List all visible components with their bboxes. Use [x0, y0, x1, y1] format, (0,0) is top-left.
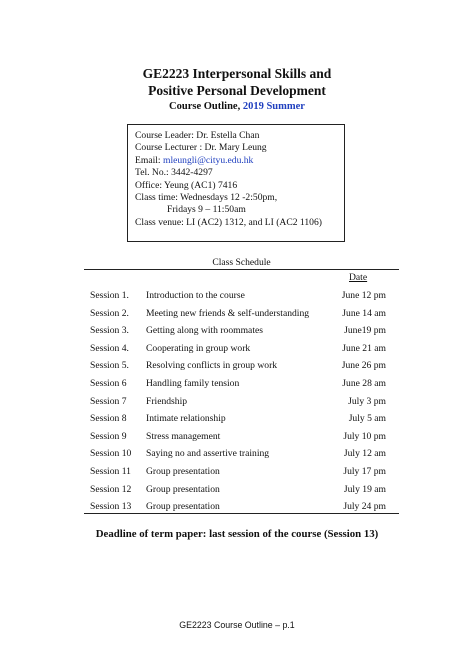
- course-title-line-2: Positive Personal Development: [148, 83, 326, 98]
- topic-cell: Introduction to the course: [146, 290, 245, 301]
- topic-cell: Meeting new friends & self-understanding: [146, 307, 310, 319]
- telephone: Tel. No.: 3442-4297: [135, 167, 213, 179]
- course-subtitle: [0, 101, 474, 112]
- session-cell: Session 5.: [90, 360, 129, 372]
- table-row: [0, 396, 474, 414]
- session-cell: Session 6: [90, 377, 127, 389]
- date-cell: July 17 pm: [343, 465, 386, 477]
- course-title-line-1: GE2223 Interpersonal Skills and: [142, 66, 332, 81]
- course-lecturer: Course Lecturer : Dr. Mary Leung: [135, 142, 267, 154]
- topic-cell: Resolving conflicts in group work: [146, 360, 278, 372]
- date-cell: July 5 am: [348, 413, 386, 425]
- deadline-note: Deadline of term paper: last session of the course (Session 13): [95, 528, 379, 540]
- date-cell: July 3 pm: [348, 395, 386, 407]
- session-cell: Session 4.: [90, 342, 129, 354]
- date-cell: June 21 am: [342, 342, 386, 354]
- date-cell: July 24 pm: [343, 501, 386, 513]
- email-link[interactable]: mleungli@cityu.edu.hk: [162, 154, 254, 166]
- date-cell: June 28 am: [342, 377, 386, 389]
- topic-cell: Saying no and assertive training: [146, 448, 270, 460]
- session-cell: Session 9: [90, 430, 127, 442]
- page-footer: GE2223 Course Outline – p.1: [179, 620, 295, 630]
- topic-cell: Handling family tension: [146, 377, 240, 389]
- schedule-heading: Class Schedule: [212, 257, 271, 268]
- topic-cell: Getting along with roommates: [146, 325, 263, 337]
- session-cell: Session 2.: [90, 307, 129, 319]
- table-row: [0, 325, 474, 343]
- date-cell: July 10 pm: [343, 430, 386, 442]
- date-cell: July 12 am: [343, 448, 386, 460]
- session-cell: Session 7: [90, 395, 127, 407]
- class-venue: Class venue: LI (AC2) 1312, and LI (AC2 1106): [135, 216, 322, 228]
- session-cell: Session 12: [90, 483, 132, 495]
- table-row: [0, 308, 474, 326]
- session-cell: Session 11: [90, 465, 131, 477]
- table-row: [0, 343, 474, 361]
- topic-cell: Intimate relationship: [146, 413, 226, 425]
- schedule-table: [0, 290, 474, 519]
- table-row: [0, 290, 474, 308]
- class-time-continued: Fridays 9 – 11:50am: [167, 204, 246, 216]
- topic-cell: Group presentation: [146, 465, 220, 477]
- table-row: [0, 501, 474, 519]
- date-column-header: Date: [349, 272, 368, 283]
- table-row: [0, 484, 474, 502]
- date-cell: July 19 am: [343, 483, 386, 495]
- topic-cell: Friendship: [146, 395, 188, 407]
- schedule-bottom-rule: [84, 513, 399, 514]
- subtitle-term: 2019 Summer: [242, 101, 305, 112]
- table-row: [0, 431, 474, 449]
- session-cell: Session 10: [90, 448, 132, 460]
- table-row: [0, 413, 474, 431]
- topic-cell: Group presentation: [146, 483, 220, 495]
- topic-cell: Group presentation: [146, 501, 220, 513]
- course-info-box: [127, 124, 345, 242]
- topic-cell: Cooperating in group work: [146, 342, 251, 354]
- email-line: [135, 155, 338, 167]
- date-cell: June 14 am: [342, 307, 386, 319]
- session-cell: Session 8: [90, 413, 127, 425]
- schedule-top-rule: [84, 269, 399, 270]
- course-leader: Course Leader: Dr. Estella Chan: [135, 130, 260, 141]
- date-cell: June 26 pm: [341, 360, 386, 372]
- table-row: [0, 360, 474, 378]
- session-cell: Session 3.: [90, 325, 129, 337]
- session-cell: Session 13: [90, 501, 132, 513]
- date-cell: June 12 pm: [341, 290, 386, 301]
- email-label: Email:: [135, 154, 163, 166]
- table-row: [0, 448, 474, 466]
- class-time: Class time: Wednesdays 12 -2:50pm,: [135, 192, 278, 204]
- office: Office: Yeung (AC1) 7416: [135, 179, 238, 191]
- table-row: [0, 466, 474, 484]
- table-row: [0, 378, 474, 396]
- session-cell: Session 1.: [90, 290, 129, 301]
- subtitle-prefix: Course Outline,: [169, 101, 243, 112]
- date-cell: June19 pm: [344, 325, 386, 337]
- topic-cell: Stress management: [146, 430, 221, 442]
